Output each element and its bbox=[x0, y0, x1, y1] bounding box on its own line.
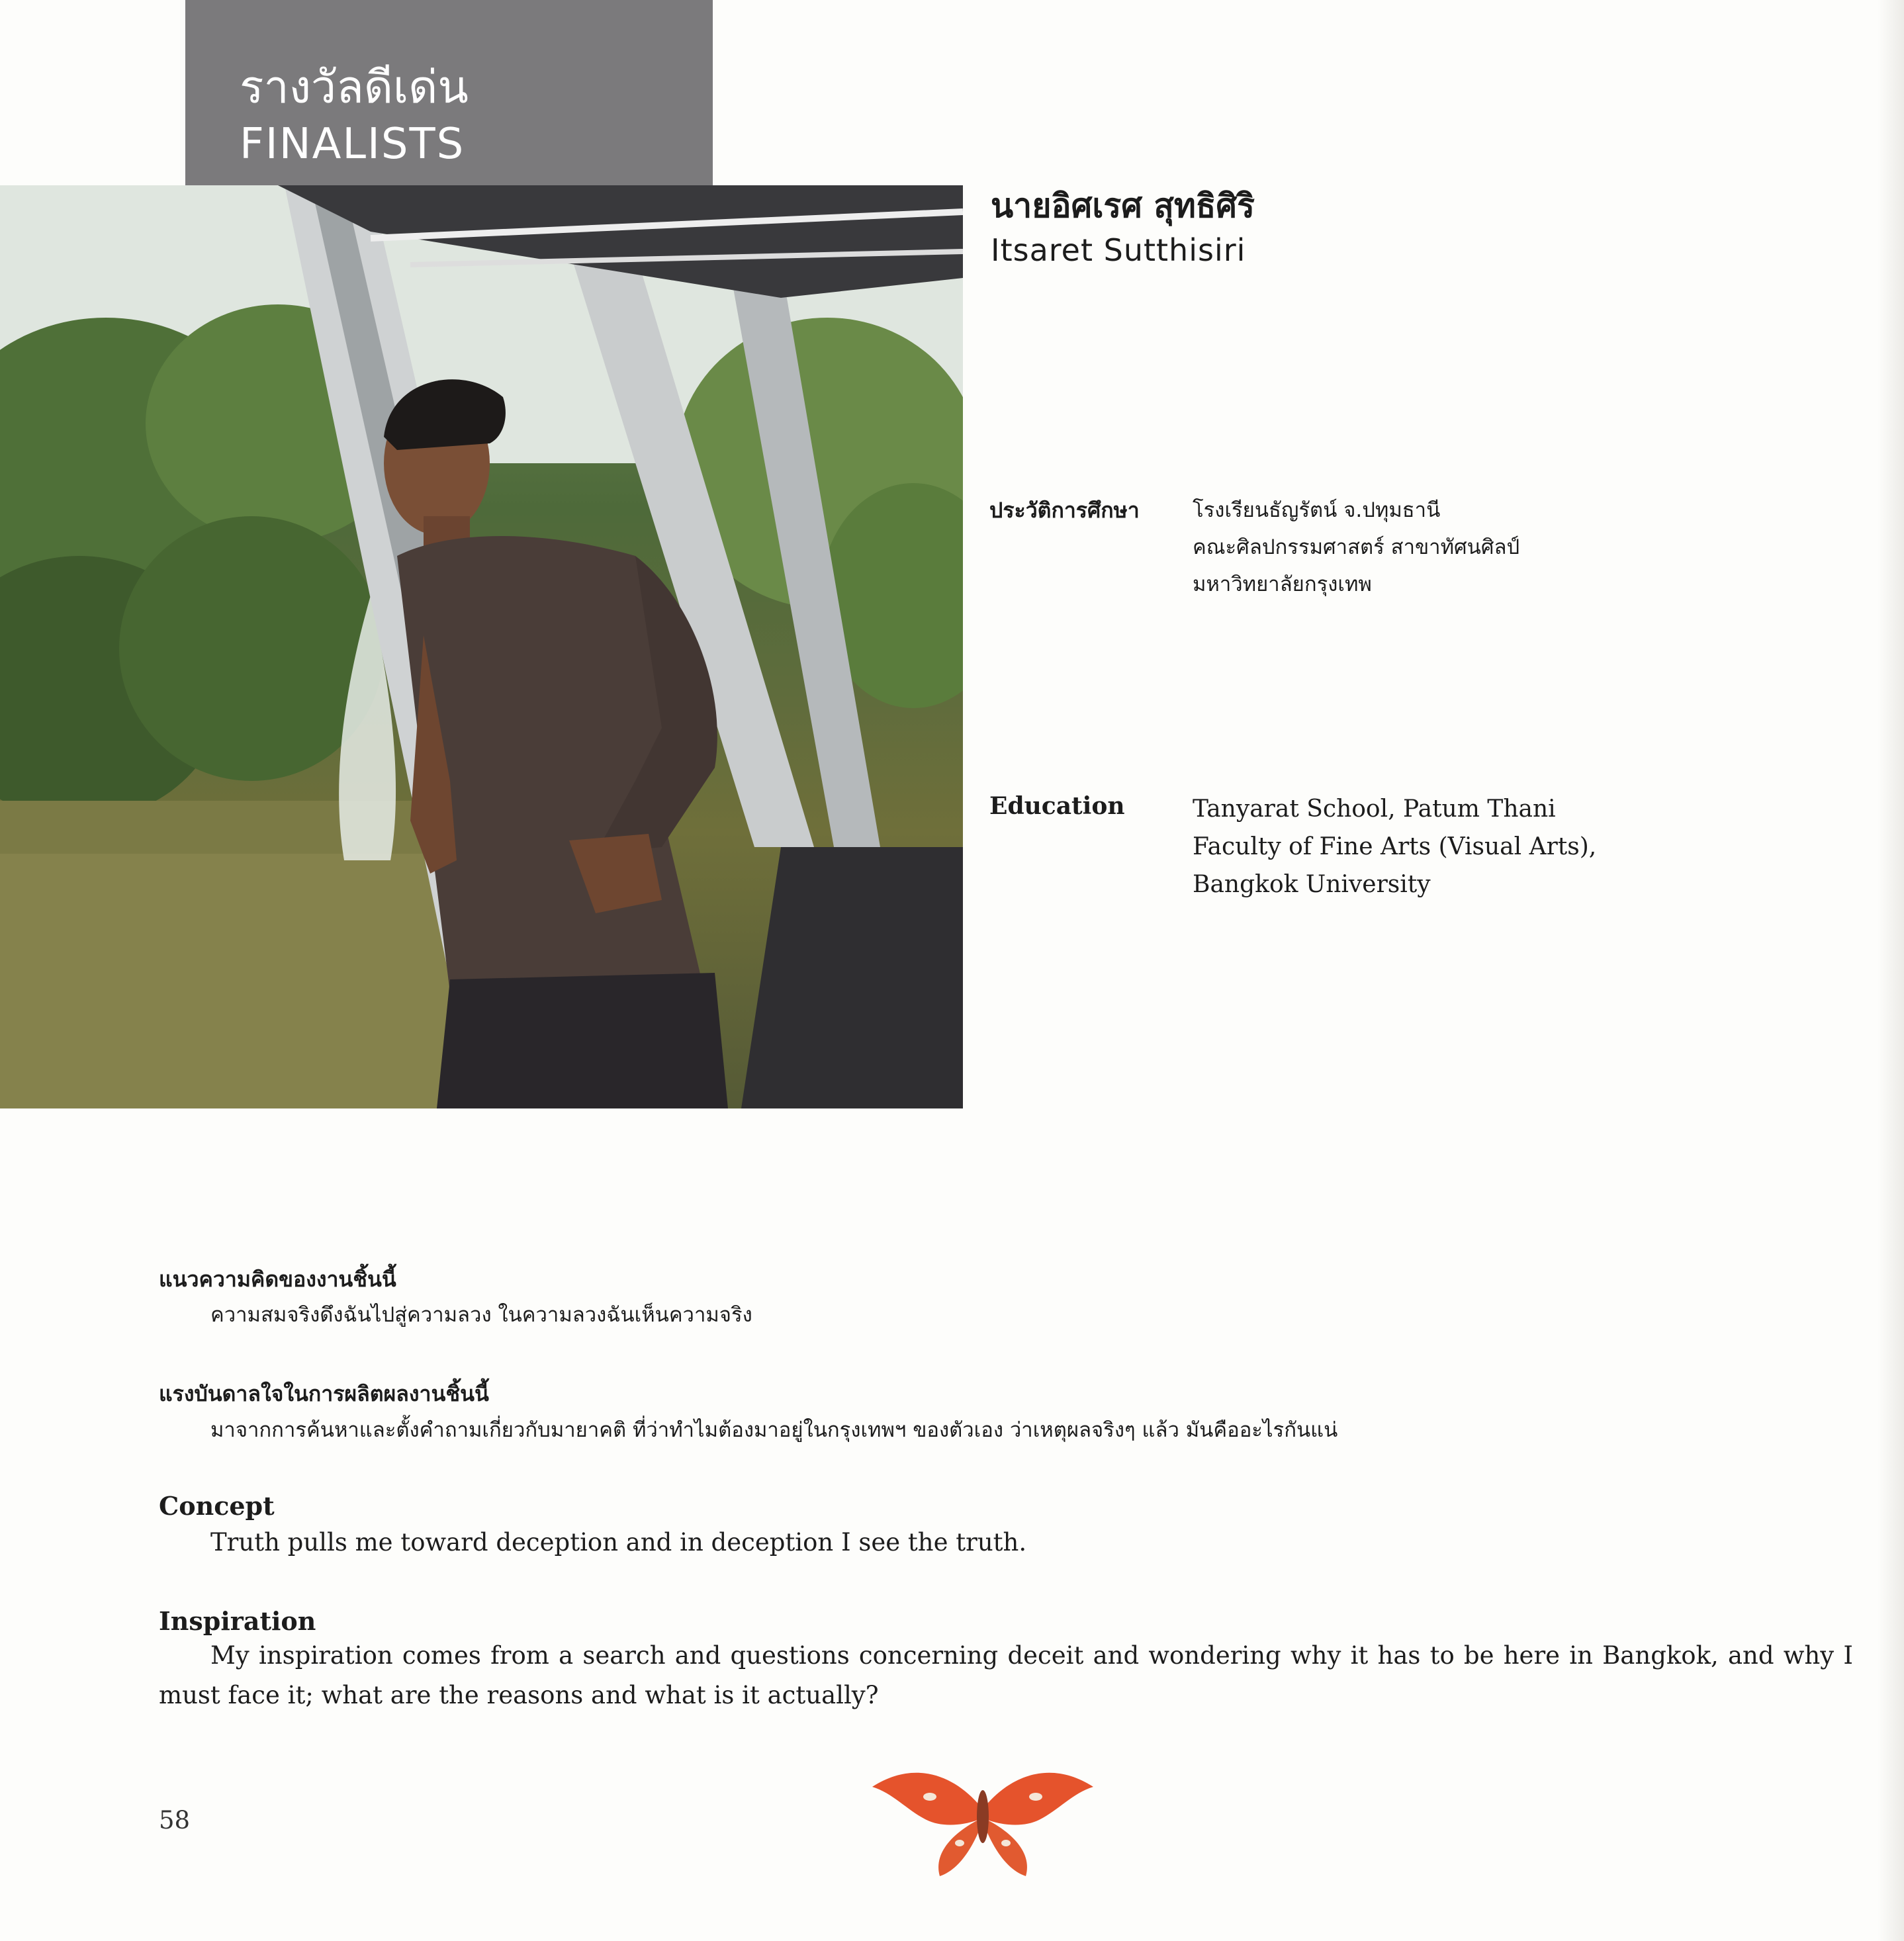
education-list-english bbox=[1193, 790, 1596, 903]
inspiration-heading-thai: แรงบันดาลใจในการผลิตผลงานชิ้นนี้ bbox=[159, 1381, 489, 1406]
concept-body-english: Truth pulls me toward deception and in deception I see the truth. bbox=[210, 1528, 1027, 1557]
banner-title-english: FINALISTS bbox=[240, 120, 465, 169]
concept-heading-thai: แนวความคิดของงานชิ้นนี้ bbox=[159, 1267, 396, 1292]
education-line: มหาวิทยาลัยกรุงเทพ bbox=[1193, 572, 1372, 596]
artist-name-english: Itsaret Sutthisiri bbox=[991, 232, 1246, 268]
inspiration-heading-english: Inspiration bbox=[159, 1606, 316, 1636]
concept-body-thai: ความสมจริงดึงฉันไปสู่ความลวง ในความลวงฉันเห็นความจริง bbox=[210, 1303, 752, 1327]
inspiration-body-thai: มาจากการค้นหาและตั้งคำถามเกี่ยวกับมายาคติ ที่ว่าทำไมต้องมาอยู่ในกรุงเทพฯ ของตัวเอง ว่าเหตุผลจริงๆ แล้ว มันคืออะไรกันแน่ bbox=[210, 1418, 1338, 1442]
education-line: Tanyarat School, Patum Thani bbox=[1193, 795, 1556, 823]
concept-heading-english: Concept bbox=[159, 1491, 275, 1521]
banner-title-thai: รางวัลดีเด่น bbox=[240, 62, 469, 114]
education-list-thai bbox=[1193, 492, 1519, 603]
inspiration-body-english: My inspiration comes from a search and questions concerning deceit and wondering why it has to be here in Bangkok, and why I must face it; what are the reasons and what is it actually? bbox=[159, 1641, 1853, 1709]
page-edge-shadow bbox=[1878, 0, 1904, 1941]
portrait-illustration bbox=[0, 185, 963, 1108]
education-label-thai: ประวัติการศึกษา bbox=[989, 498, 1140, 523]
header-banner bbox=[185, 0, 713, 185]
artist-name-thai: นายอิศเรศ สุทธิศิริ bbox=[991, 187, 1255, 225]
artist-portrait-photo bbox=[0, 185, 963, 1108]
page-number: 58 bbox=[159, 1806, 191, 1834]
education-label-english: Education bbox=[989, 792, 1125, 820]
education-line: โรงเรียนธัญรัตน์ จ.ปทุมธานี bbox=[1193, 498, 1441, 522]
education-line: Bangkok University bbox=[1193, 871, 1431, 898]
moth-illustration bbox=[867, 1747, 1099, 1879]
education-line: คณะศิลปกรรมศาสตร์ สาขาทัศนศิลป์ bbox=[1193, 535, 1520, 559]
education-line: Faculty of Fine Arts (Visual Arts), bbox=[1193, 833, 1597, 860]
